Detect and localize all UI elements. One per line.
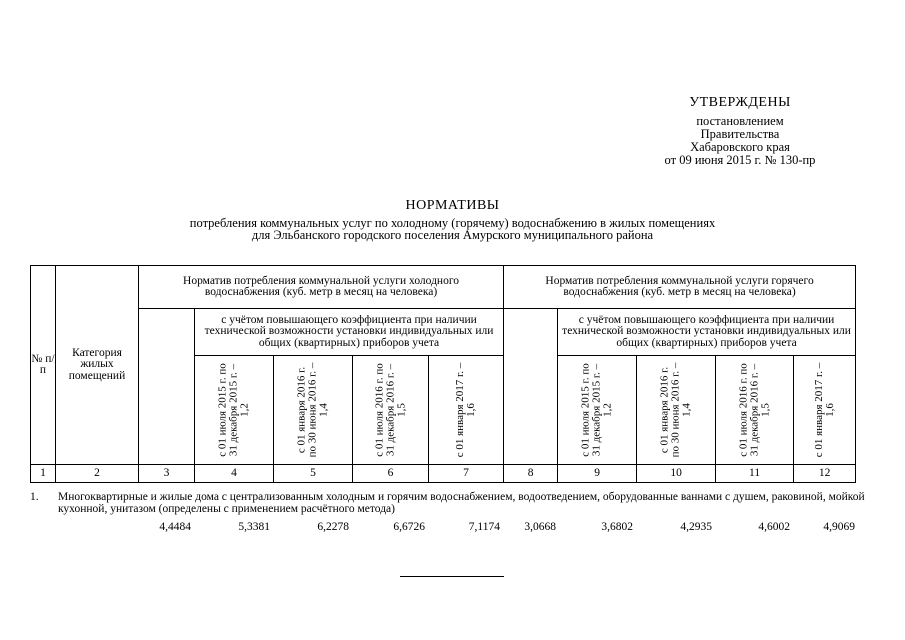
value-cell: 3,0668 xyxy=(524,521,556,533)
column-number: 8 xyxy=(504,465,558,483)
hot-coef-header: с учётом повышающего коэффициента при наличии технической возможности установки индивидуальных или общих (квартирных) приборов учета xyxy=(558,309,856,356)
column-number: 11 xyxy=(716,465,794,483)
period-cell xyxy=(195,356,274,465)
header-category: Категория жилых помещений xyxy=(56,266,139,465)
column-number: 7 xyxy=(429,465,504,483)
period-cell xyxy=(637,356,716,465)
period-label: с 01 января 2017 г. – 1,6 xyxy=(454,362,478,458)
cold-coef-header: с учётом повышающего коэффициента при наличии технической возможности установки индивидуальных или общих (квартирных) приборов учета xyxy=(195,309,504,356)
period-cell xyxy=(274,356,353,465)
period-cell xyxy=(558,356,637,465)
period-cell xyxy=(353,356,429,465)
title-main: НОРМАТИВЫ xyxy=(405,198,500,213)
value-cell: 4,9069 xyxy=(823,521,855,533)
cold-base-cell xyxy=(139,309,195,465)
title-sub: для Эльбанского городского поселения Амурского муниципального района xyxy=(251,228,654,242)
title-sub: потребления коммунальных услуг по холодному (горячему) водоснабжению в жилых помещениях xyxy=(189,215,716,230)
column-number: 1 xyxy=(31,465,56,483)
period-label: с 01 июля 2015 г. по 31 декабря 2015 г. – 1,2 xyxy=(579,363,614,457)
section-text: Многоквартирные и жилые дома с централизованным холодным и горячим водоснабжением, водоотведением, оборудованные ваннами с душем, раковиной, мойкой кухонной, унитазом (определены с применением расчётного метода) xyxy=(58,491,865,515)
value-cell: 7,1174 xyxy=(468,521,500,533)
period-label: с 01 января 2016 г. по 30 июня 2016 г. – 1,4 xyxy=(658,362,693,458)
column-number: 6 xyxy=(353,465,429,483)
approval-line: постановлением xyxy=(696,114,784,128)
approval-heading: УТВЕРЖДЕНЫ xyxy=(689,95,791,110)
value-cell: 4,2935 xyxy=(680,521,712,533)
section-number: 1. xyxy=(30,491,39,503)
hot-base-cell xyxy=(504,309,558,465)
approval-line: Правительства xyxy=(700,127,780,141)
value-cell: 4,4484 xyxy=(159,521,191,533)
value-cell: 6,6726 xyxy=(393,521,425,533)
period-label: с 01 июля 2016 г. по 31 декабря 2016 г. – 1,5 xyxy=(737,363,772,457)
column-number: 9 xyxy=(558,465,637,483)
approval-block xyxy=(640,96,840,167)
document-title xyxy=(60,200,845,242)
header-cold: Норматив потребления коммунальной услуги холодного водоснабжения (куб. метр в месяц на человека) xyxy=(139,266,504,309)
header-num: № п/п xyxy=(31,266,56,465)
column-number: 12 xyxy=(794,465,856,483)
approval-line: Хабаровского края xyxy=(690,140,790,154)
column-number: 2 xyxy=(56,465,139,483)
value-cell: 5,3381 xyxy=(238,521,270,533)
period-cell xyxy=(794,356,856,465)
header-hot: Норматив потребления коммунальной услуги горячего водоснабжения (куб. метр в месяц на человека) xyxy=(504,266,856,309)
column-number: 3 xyxy=(139,465,195,483)
norms-table xyxy=(30,265,856,483)
period-cell xyxy=(429,356,504,465)
column-number: 10 xyxy=(637,465,716,483)
period-label: с 01 июля 2015 г. по 31 декабря 2015 г. – 1,2 xyxy=(216,363,251,457)
values-row xyxy=(30,521,855,535)
value-cell: 6,2278 xyxy=(317,521,349,533)
column-number: 5 xyxy=(274,465,353,483)
period-label: с 01 января 2016 г. по 30 июня 2016 г. – 1,4 xyxy=(295,362,330,458)
period-cell xyxy=(716,356,794,465)
value-cell: 3,6802 xyxy=(601,521,633,533)
column-number: 4 xyxy=(195,465,274,483)
value-cell: 4,6002 xyxy=(758,521,790,533)
approval-line: от 09 июня 2015 г. № 130-пр xyxy=(664,153,816,167)
period-label: с 01 июля 2016 г. по 31 декабря 2016 г. – 1,5 xyxy=(373,363,407,457)
footer-rule xyxy=(400,576,504,577)
period-label: с 01 января 2017 г. – 1,6 xyxy=(812,362,836,458)
